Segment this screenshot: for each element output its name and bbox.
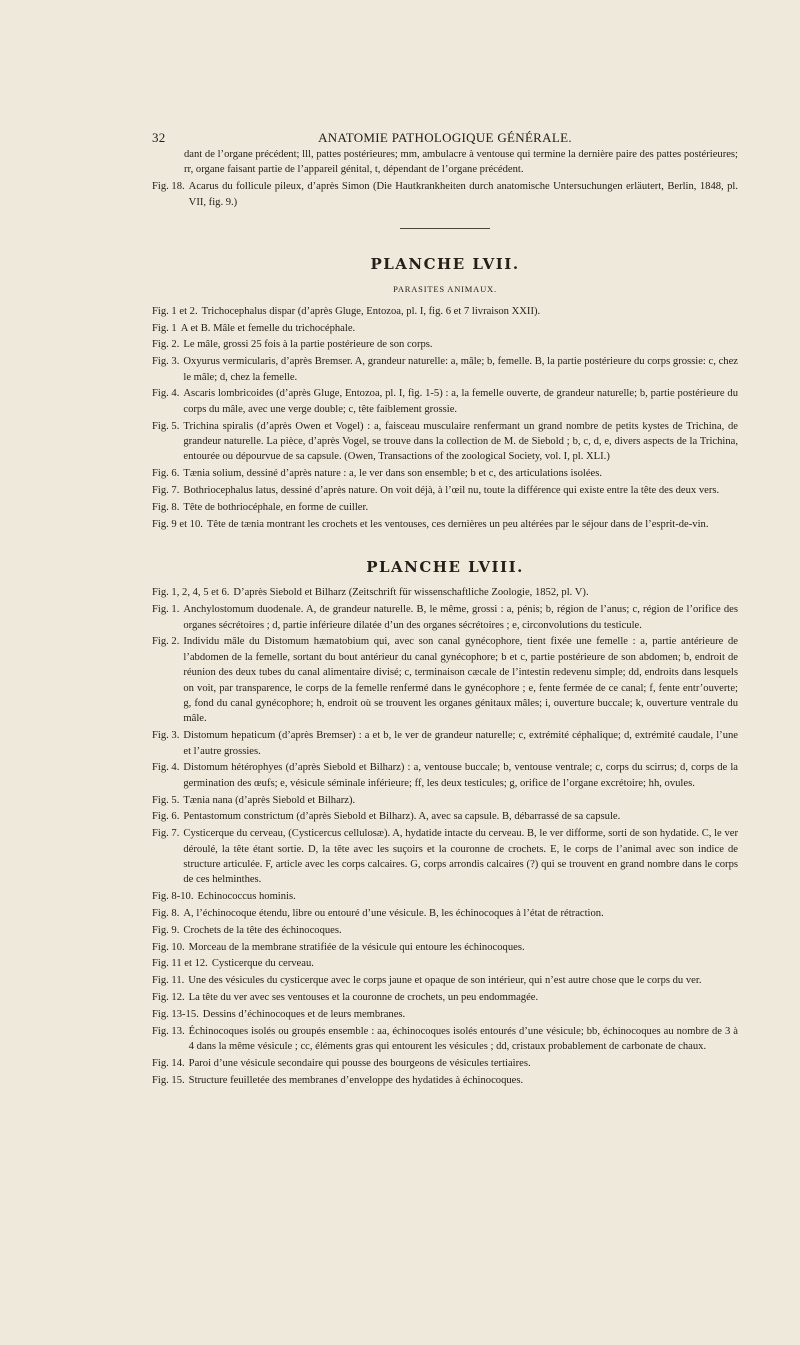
figure-description: Le mâle, grossi 25 fois à la partie postérieure de son corps. bbox=[183, 339, 433, 351]
figure-description: Trichina spiralis (d’après Owen et Vogel) : a, faisceau musculaire renfermant un grand nombre de petits kystes de Trichina, de grandeur naturelle. La pièce, d’après Vogel, se trouve dans la collection de M. de Siebold ; b, c, d, e, divers aspects de la Trichina, entourée ou dépourvue de sa capsule. (Owen, Transactions of the zoological Society, vol. I, pl. XLI.) bbox=[183, 420, 738, 463]
figure-label: Fig. 13-15. bbox=[152, 1008, 199, 1020]
figure-description: Acarus du follicule pileux, d’après Simon (Die Hautkrankheiten durch anatomische Untersuchungen erläutert, Berlin, 1848, pl. VII, fig. 9.) bbox=[188, 181, 738, 208]
figure-description: Individu mâle du Distomum hæmatobium qui, avec son canal gynécophore, tient fixée une femelle : a, partie antérieure de l’abdomen de la femelle, sortant du bout antérieur du canal gynécophore; b et c, partie postérieure de son abdomen; b, endroit de réunion des deux tubes du canal alimentaire divisé; c, terminaison cæcale de l’intestin redevenu simple; dd, endroits dans lesquels on voit, par transparence, le corps de la femelle renfermé dans le gynécophore ; e, fente fermée de ce canal; f, fente entr’ouverte; g, fond du canal gynécophore; h, endroit où se trouvent les organes génitaux mâles; i, ouverture buccale; k, ouverture ventrale du mâle. bbox=[183, 636, 738, 725]
figure-caption bbox=[152, 760, 738, 791]
figure-caption bbox=[152, 304, 738, 319]
figure-caption bbox=[152, 386, 738, 417]
figure-caption bbox=[152, 1073, 738, 1088]
figure-label: Fig. 1 et 2. bbox=[152, 305, 198, 317]
figure-label: Fig. 8. bbox=[152, 908, 180, 920]
planche-57-figure-list bbox=[152, 304, 738, 532]
figure-caption bbox=[152, 923, 738, 938]
figure-description: Distomum hétérophyes (d’après Siebold et Bilharz) : a, ventouse buccale; b, ventouse ventrale; c, corps du scirrus; d, corps de la germination des œufs; e, vésicule séminale inférieure; ff, les deux testicules; g, orifice de l’organe excrétoire; hh, ovules. bbox=[183, 762, 738, 789]
figure-caption bbox=[152, 809, 738, 824]
figure-label: Fig. 10. bbox=[152, 941, 185, 953]
planche-58-figure-list bbox=[152, 585, 738, 1088]
figure-label: Fig. 2. bbox=[152, 636, 180, 648]
figure-description: Tête de bothriocéphale, en forme de cuiller. bbox=[183, 501, 369, 513]
planche-57-title: PLANCHE LVII. bbox=[370, 255, 520, 274]
figure-description: Echinococcus hominis. bbox=[197, 891, 296, 903]
figure-label: Fig. 2. bbox=[152, 339, 180, 351]
figure-label: Fig. 9 et 10. bbox=[152, 518, 203, 530]
running-title: ANATOMIE PATHOLOGIQUE GÉNÉRALE. bbox=[318, 130, 572, 145]
figure-caption bbox=[152, 179, 738, 210]
figure-label: Fig. 7. bbox=[152, 828, 180, 840]
figure-caption bbox=[152, 826, 738, 888]
figure-caption bbox=[152, 1007, 738, 1022]
figure-description: Cysticerque du cerveau, (Cysticercus cellulosæ). A, hydatide intacte du cerveau. B, le ver difforme, sorti de son hydatide. C, le ver déroulé, la tête étant sortie. D, la tête avec les suçoirs et la couronne de crochets. E, le corps de l’animal avec son indice de structure articulée. F, article avec les corps calcaires. G, corps arrondis calcaires (?) qui se trouvent en grand nombre dans le corps de ces helminthes. bbox=[183, 828, 738, 886]
figure-label: Fig. 8. bbox=[152, 501, 180, 513]
figure-caption bbox=[152, 585, 738, 600]
planche-58-title: PLANCHE LVIII. bbox=[366, 558, 524, 577]
figure-label: Fig. 11 et 12. bbox=[152, 958, 208, 970]
figure-list-top bbox=[152, 179, 738, 210]
figure-caption bbox=[152, 354, 738, 385]
figure-description: Trichocephalus dispar (d’après Gluge, Entozoa, pl. I, fig. 6 et 7 livraison XXII). bbox=[201, 305, 541, 317]
figure-description: Crochets de la tête des échinocoques. bbox=[183, 924, 342, 936]
text-body bbox=[152, 147, 738, 1089]
figure-caption bbox=[152, 466, 738, 481]
figure-label: Fig. 3. bbox=[152, 730, 180, 742]
figure-description: Échinocoques isolés ou groupés ensemble : aa, échinocoques isolés entourés d’une vésicule; bb, échinocoques au nombre de 3 à 4 dans la même vésicule ; cc, éléments gras qui entourent les vésicules ; dd, cristaux probablement de carbonate de chaux. bbox=[188, 1025, 738, 1053]
figure-caption bbox=[152, 419, 738, 465]
figure-caption bbox=[152, 793, 738, 808]
figure-description: Tænia nana (d’après Siebold et Bilharz). bbox=[183, 794, 356, 806]
figure-caption bbox=[152, 517, 738, 532]
figure-label: Fig. 11. bbox=[152, 975, 185, 987]
figure-caption bbox=[152, 940, 738, 955]
figure-caption bbox=[152, 906, 738, 921]
figure-label: Fig. 6. bbox=[152, 468, 180, 480]
figure-description: D’après Siebold et Bilharz (Zeitschrift für wissenschaftliche Zoologie, 1852, pl. V). bbox=[233, 587, 589, 599]
planche-57-subtitle: PARASITES ANIMAUX. bbox=[393, 284, 497, 295]
continuation-block bbox=[152, 147, 738, 178]
figure-description: Dessins d’échinocoques et de leurs membranes. bbox=[202, 1008, 406, 1020]
figure-description: Tête de tænia montrant les crochets et les ventouses, ces dernières un peu altérées par le séjour dans de l’esprit-de-vin. bbox=[206, 518, 709, 530]
figure-description: A, l’échinocoque étendu, libre ou entouré d’une vésicule. B, les échinocoques à l’état de rétraction. bbox=[183, 908, 604, 920]
figure-label: Fig. 7. bbox=[152, 485, 180, 497]
figure-label: Fig. 9. bbox=[152, 924, 180, 936]
figure-label: Fig. 18. bbox=[152, 181, 185, 193]
figure-description: Anchylostomum duodenale. A, de grandeur naturelle. B, le même, grossi : a, pénis; b, région de l’anus; c, région de l’orifice des organes sécrétoires ; d, partie inférieure dilatée d’un des organes sécrétoires ; e, circonvolutions du testicule. bbox=[183, 604, 738, 631]
figure-caption bbox=[152, 1024, 738, 1055]
figure-description: Pentastomum constrictum (d’après Siebold et Bilharz). A, avec sa capsule. B, débarrassé de sa capsule. bbox=[183, 811, 621, 823]
figure-label: Fig. 8-10. bbox=[152, 891, 194, 903]
figure-label: Fig. 1. bbox=[152, 604, 180, 616]
figure-description: La tête du ver avec ses ventouses et la couronne de crochets, un peu endommagée. bbox=[188, 992, 539, 1004]
figure-description: Structure feuilletée des membranes d’enveloppe des hydatides à échinocoques. bbox=[188, 1074, 524, 1086]
figure-description: Morceau de la membrane stratifiée de la vésicule qui entoure les échinocoques. bbox=[188, 941, 525, 953]
figure-label: Fig. 1 bbox=[152, 322, 177, 334]
figure-description: Paroi d’une vésicule secondaire qui pousse des bourgeons de vésicules tertiaires. bbox=[188, 1057, 531, 1069]
figure-caption bbox=[152, 602, 738, 633]
figure-caption bbox=[152, 500, 738, 515]
figure-caption bbox=[152, 728, 738, 759]
figure-description: Bothriocephalus latus, dessiné d’après nature. On voit déjà, à l’œil nu, toute la différence qui existe entre la tête des deux vers. bbox=[183, 485, 720, 497]
figure-caption bbox=[152, 483, 738, 498]
figure-description: Cysticerque du cerveau. bbox=[211, 958, 314, 970]
figure-label: Fig. 5. bbox=[152, 794, 180, 806]
figure-description: Distomum hepaticum (d’après Bremser) : a et b, le ver de grandeur naturelle; c, extrémité céphalique; d, extrémité caudale, l’une et l’autre grossies. bbox=[183, 730, 738, 757]
figure-label: Fig. 15. bbox=[152, 1074, 185, 1086]
figure-description: Tænia solium, dessiné d’après nature : a, le ver dans son ensemble; b et c, des articulations isolées. bbox=[183, 468, 603, 480]
figure-caption bbox=[152, 321, 738, 336]
figure-caption bbox=[152, 1056, 738, 1071]
figure-description: Une des vésicules du cysticerque avec le corps jaune et opaque de son intérieur, qui n’est autre chose que le corps du ver. bbox=[188, 975, 702, 987]
figure-label: Fig. 5. bbox=[152, 420, 180, 432]
figure-caption bbox=[152, 634, 738, 726]
page-number: 32 bbox=[152, 130, 166, 145]
figure-label: Fig. 12. bbox=[152, 992, 185, 1004]
figure-label: Fig. 14. bbox=[152, 1057, 185, 1069]
figure-caption bbox=[152, 973, 738, 988]
figure-description: A et B. Mâle et femelle du trichocéphale. bbox=[180, 322, 356, 334]
figure-caption bbox=[152, 956, 738, 971]
section-divider bbox=[400, 228, 490, 229]
figure-label: Fig. 4. bbox=[152, 388, 180, 400]
figure-description: Ascaris lombricoides (d’après Gluge, Entozoa, pl. I, fig. 1-5) : a, la femelle ouverte, de grandeur naturelle; b, partie postérieure du corps du mâle, avec une verge double; c, tête faiblement grossie. bbox=[183, 388, 738, 415]
figure-label: Fig. 4. bbox=[152, 762, 180, 774]
figure-label: Fig. 1, 2, 4, 5 et 6. bbox=[152, 587, 230, 599]
figure-label: Fig. 13. bbox=[152, 1025, 185, 1037]
figure-caption bbox=[152, 990, 738, 1005]
figure-label: Fig. 3. bbox=[152, 356, 180, 368]
figure-description: Oxyurus vermicularis, d’après Bremser. A, grandeur naturelle: a, mâle; b, femelle. B, la partie postérieure du corps grossie: c, chez le mâle; d, chez la femelle. bbox=[183, 356, 738, 383]
figure-caption bbox=[152, 889, 738, 904]
continuation-text: dant de l’organe précédent; lll, pattes postérieures; mm, ambulacre à ventouse qui termine la dernière paire des pattes postérieures; rr, organe faisant partie de l’appareil génital, t, dépendant de l’organe précédent. bbox=[184, 149, 738, 176]
figure-caption bbox=[152, 337, 738, 352]
figure-label: Fig. 6. bbox=[152, 811, 180, 823]
